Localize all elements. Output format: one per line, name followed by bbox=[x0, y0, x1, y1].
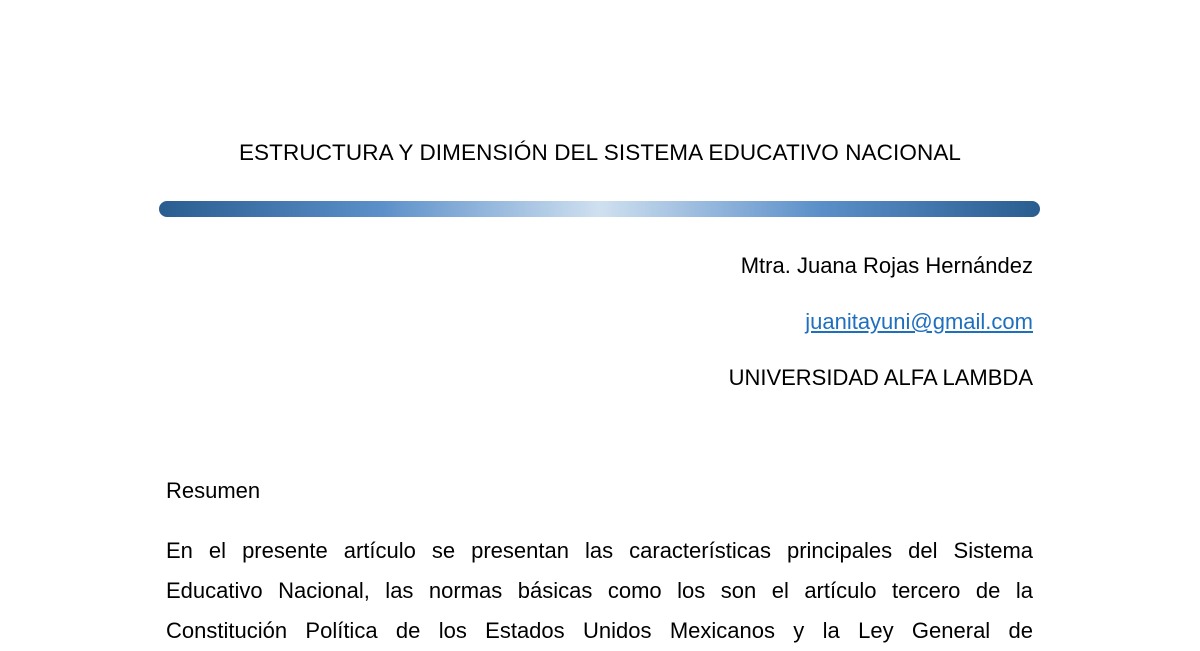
author-email-link[interactable]: juanitayuni@gmail.com bbox=[805, 309, 1033, 334]
abstract-line: Constitución Política de los Estados Unidos Mexicanos y la Ley General de bbox=[166, 618, 1033, 643]
document-title: ESTRUCTURA Y DIMENSIÓN DEL SISTEMA EDUCATIVO NACIONAL bbox=[238, 140, 962, 165]
author-institution: UNIVERSIDAD ALFA LAMBDA bbox=[728, 365, 1033, 390]
abstract-line: Educativo Nacional, las normas básicas como los son el artículo tercero de la bbox=[166, 578, 1033, 603]
author-block bbox=[729, 252, 1033, 420]
abstract-paragraph bbox=[166, 531, 1033, 651]
author-name: Mtra. Juana Rojas Hernández bbox=[740, 253, 1033, 278]
abstract-heading: Resumen bbox=[166, 478, 261, 503]
title-divider-rule bbox=[159, 201, 1040, 217]
abstract-line: En el presente artículo se presentan las características principales del Sistema bbox=[166, 538, 1033, 563]
